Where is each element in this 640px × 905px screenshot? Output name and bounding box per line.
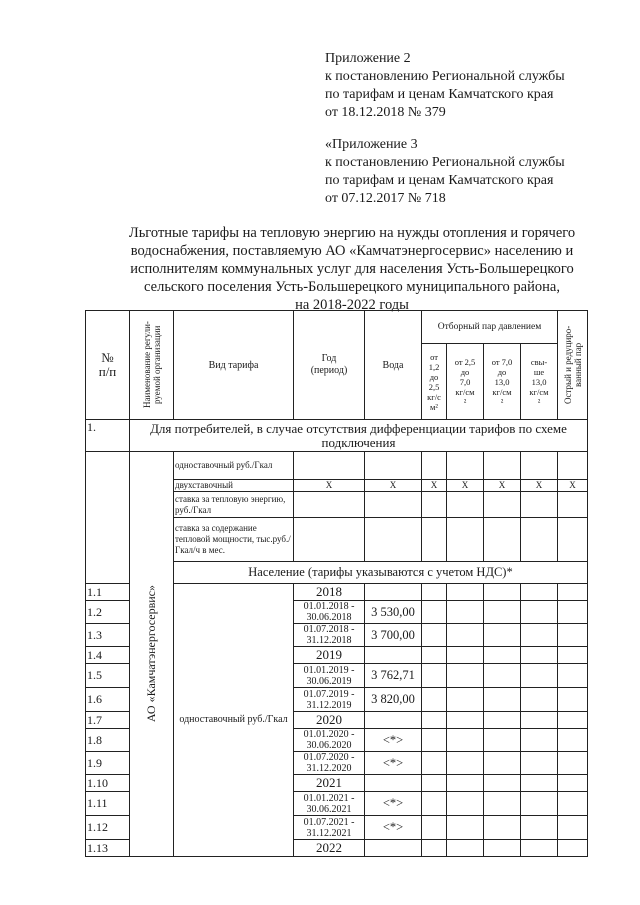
cell <box>294 518 365 562</box>
cell <box>422 452 447 480</box>
cell <box>521 752 558 775</box>
cell <box>484 518 521 562</box>
water-tariff-value: 3 762,71 <box>365 664 422 688</box>
header-line: от 07.12.2017 № 718 <box>325 191 446 206</box>
cell <box>447 688 484 712</box>
steam2-text: от 2,5 до 7,0 кг/см ² <box>454 356 476 407</box>
col-sharp-text: Острый и редуциро- ванный пар <box>562 325 583 405</box>
cell <box>558 601 588 624</box>
cell <box>484 752 521 775</box>
header-line: Приложение 2 <box>325 51 411 66</box>
cell <box>447 729 484 752</box>
cell <box>422 752 447 775</box>
x-text: Х <box>535 480 543 490</box>
x-mark <box>447 480 484 492</box>
single-rate-text: одноставочный руб./Гкал <box>175 460 273 470</box>
x-text: Х <box>569 480 576 490</box>
cell <box>484 664 521 688</box>
cell <box>422 792 447 816</box>
cell <box>521 729 558 752</box>
water-tariff-value <box>365 584 422 601</box>
cell <box>521 452 558 480</box>
header-line: к постановлению Региональной службы <box>325 69 565 84</box>
header-line: к постановлению Региональной службы <box>325 155 565 170</box>
cell <box>558 664 588 688</box>
cell <box>521 816 558 840</box>
header-line: по тарифам и ценам Камчатского края <box>325 173 554 188</box>
cell <box>422 688 447 712</box>
period-year: 2021 <box>294 775 365 792</box>
cell <box>422 624 447 647</box>
cell <box>447 601 484 624</box>
row-number: 1.4 <box>86 647 130 664</box>
row-number: 1.6 <box>86 688 130 712</box>
period-year: 2022 <box>294 840 365 857</box>
water-tariff-value <box>365 712 422 729</box>
section-1-num-text: 1. <box>87 420 96 434</box>
cell <box>521 792 558 816</box>
period-range: 01.07.2018 - 31.12.2018 <box>294 624 365 647</box>
steam2-header <box>447 344 484 420</box>
col-water-header <box>365 311 422 420</box>
cell <box>484 792 521 816</box>
col-org-text: Наименование регули- руемой организации <box>141 321 162 409</box>
col-num-header <box>86 311 130 420</box>
row-number: 1.7 <box>86 712 130 729</box>
energy-rate-label <box>174 492 294 518</box>
cell <box>558 816 588 840</box>
col-type-header <box>174 311 294 420</box>
water-tariff-value: <*> <box>365 729 422 752</box>
cell <box>422 775 447 792</box>
population-tariff-type: одноставочный руб./Гкал <box>174 584 294 857</box>
cell <box>558 492 588 518</box>
tariff-table <box>85 310 588 857</box>
cell <box>484 840 521 857</box>
row-number: 1.1 <box>86 584 130 601</box>
col-num-text: № п/п <box>98 350 117 379</box>
steam4-text: свы- ше 13,0 кг/см ² <box>529 356 549 407</box>
cell <box>558 840 588 857</box>
x-mark <box>484 480 521 492</box>
cell <box>422 492 447 518</box>
x-mark <box>294 480 365 492</box>
cell <box>558 518 588 562</box>
cell <box>365 518 422 562</box>
cell <box>294 452 365 480</box>
row-number: 1.13 <box>86 840 130 857</box>
cell <box>558 752 588 775</box>
col-water-text: Вода <box>382 359 404 371</box>
power-rate-label <box>174 518 294 562</box>
steam1-header <box>422 344 447 420</box>
col-steam-header <box>422 311 558 344</box>
cell <box>365 452 422 480</box>
cell <box>422 518 447 562</box>
cell <box>521 775 558 792</box>
energy-rate-text: ставка за тепловую энергию, руб./Гкал <box>175 493 286 515</box>
cell <box>422 584 447 601</box>
water-tariff-value: 3 820,00 <box>365 688 422 712</box>
population-label <box>174 562 588 584</box>
steam3-header <box>484 344 521 420</box>
x-mark <box>558 480 588 492</box>
cell <box>558 688 588 712</box>
cell <box>484 647 521 664</box>
water-tariff-value: <*> <box>365 752 422 775</box>
cell <box>422 601 447 624</box>
cell <box>484 816 521 840</box>
title-line: Льготные тарифы на тепловую энергию на нужды отопления и горячего <box>128 225 576 241</box>
water-tariff-value: <*> <box>365 792 422 816</box>
cell <box>521 712 558 729</box>
x-text: Х <box>461 480 469 490</box>
cell <box>447 792 484 816</box>
col-year-header <box>294 311 365 420</box>
cell <box>484 775 521 792</box>
cell <box>558 647 588 664</box>
title-line: на 2018-2022 годы <box>295 297 409 313</box>
cell <box>558 792 588 816</box>
num-blank-cell <box>86 452 130 584</box>
col-steam-text: Отборный пар давлением <box>437 322 542 332</box>
x-text: Х <box>430 480 438 490</box>
cell <box>447 775 484 792</box>
steam1-text: от 1,2 до 2,5 кг/с м² <box>427 351 441 412</box>
period-year: 2019 <box>294 647 365 664</box>
single-rate-label <box>174 452 294 480</box>
cell <box>484 729 521 752</box>
cell <box>447 624 484 647</box>
period-range: 01.07.2020 - 31.12.2020 <box>294 752 365 775</box>
cell <box>447 712 484 729</box>
title-line: водоснабжения, поставляемую АО «Камчатэнергосервис» населению и <box>130 243 574 259</box>
cell <box>422 664 447 688</box>
water-tariff-value <box>365 840 422 857</box>
x-mark <box>422 480 447 492</box>
cell <box>484 624 521 647</box>
row-number: 1.8 <box>86 729 130 752</box>
cell <box>558 624 588 647</box>
cell <box>447 752 484 775</box>
steam3-text: от 7,0 до 13,0 кг/см ² <box>491 356 513 407</box>
cell <box>521 624 558 647</box>
row-number: 1.9 <box>86 752 130 775</box>
water-tariff-value <box>365 775 422 792</box>
section-1-label: Для потребителей, в случае отсутствия дифференциации тарифов по схеме подключения <box>150 420 567 450</box>
period-year: 2020 <box>294 712 365 729</box>
org-cell <box>130 452 174 857</box>
cell <box>422 816 447 840</box>
period-range: 01.01.2019 - 30.06.2019 <box>294 664 365 688</box>
header-line: от 18.12.2018 № 379 <box>325 105 446 120</box>
col-year-text: Год (период) <box>310 353 348 376</box>
cell <box>294 492 365 518</box>
cell <box>447 840 484 857</box>
row-number: 1.5 <box>86 664 130 688</box>
header-line: «Приложение 3 <box>325 137 418 152</box>
title-line: исполнителям коммунальных услуг для населения Усть-Большерецкого <box>130 261 574 277</box>
cell <box>447 518 484 562</box>
cell <box>422 840 447 857</box>
col-type-text: Вид тарифа <box>208 359 259 371</box>
table-header-row <box>86 311 588 344</box>
period-range: 01.07.2019 - 31.12.2019 <box>294 688 365 712</box>
cell <box>521 664 558 688</box>
cell <box>447 492 484 518</box>
double-rate-label <box>174 480 294 492</box>
cell <box>447 452 484 480</box>
row-number: 1.10 <box>86 775 130 792</box>
cell <box>558 775 588 792</box>
double-rate-text: двухставочный <box>175 480 233 490</box>
water-tariff-value: <*> <box>365 816 422 840</box>
cell <box>447 664 484 688</box>
appendix-3-header <box>325 136 565 208</box>
period-range: 01.01.2021 - 30.06.2021 <box>294 792 365 816</box>
water-tariff-value <box>365 647 422 664</box>
section-1-text <box>130 420 588 452</box>
title-line: сельского поселения Усть-Большерецкого муниципального района, <box>144 279 560 295</box>
cell <box>422 729 447 752</box>
x-text: Х <box>325 480 333 490</box>
cell <box>422 647 447 664</box>
cell <box>558 712 588 729</box>
document-title <box>86 224 618 314</box>
cell <box>484 452 521 480</box>
cell <box>484 712 521 729</box>
appendix-2-header <box>325 50 565 122</box>
x-mark <box>365 480 422 492</box>
cell <box>521 492 558 518</box>
cell <box>521 688 558 712</box>
org-name: АО «Камчатэнергосервис» <box>144 585 158 723</box>
cell <box>447 816 484 840</box>
x-text: Х <box>389 480 397 490</box>
power-rate-text: ставка за содержание тепловой мощности, тыс.руб./Гкал/ч в мес. <box>175 523 291 555</box>
period-range: 01.07.2021 - 31.12.2021 <box>294 816 365 840</box>
cell <box>558 729 588 752</box>
cell <box>484 492 521 518</box>
water-tariff-value: 3 530,00 <box>365 601 422 624</box>
x-mark <box>521 480 558 492</box>
cell <box>521 518 558 562</box>
period-range: 01.01.2018 - 30.06.2018 <box>294 601 365 624</box>
section-1-row <box>86 420 588 452</box>
row-number: 1.2 <box>86 601 130 624</box>
cell <box>484 688 521 712</box>
period-range: 01.01.2020 - 30.06.2020 <box>294 729 365 752</box>
steam4-header <box>521 344 558 420</box>
cell <box>422 712 447 729</box>
cell <box>521 840 558 857</box>
section-1-num <box>86 420 130 452</box>
cell <box>447 584 484 601</box>
x-text: Х <box>498 480 506 490</box>
cell <box>447 647 484 664</box>
cell <box>484 584 521 601</box>
water-tariff-value: 3 700,00 <box>365 624 422 647</box>
row-number: 1.3 <box>86 624 130 647</box>
cell <box>365 492 422 518</box>
cell <box>521 647 558 664</box>
row-number: 1.11 <box>86 792 130 816</box>
col-sharp-header <box>558 311 588 420</box>
cell <box>521 601 558 624</box>
row-number: 1.12 <box>86 816 130 840</box>
cell <box>484 601 521 624</box>
population-text: Население (тарифы указываются с учетом НДС)* <box>248 565 513 579</box>
cell <box>558 452 588 480</box>
cell <box>521 584 558 601</box>
cell <box>558 584 588 601</box>
period-year: 2018 <box>294 584 365 601</box>
header-line: по тарифам и ценам Камчатского края <box>325 87 554 102</box>
col-org-header <box>130 311 174 420</box>
single-rate-row <box>86 452 588 480</box>
